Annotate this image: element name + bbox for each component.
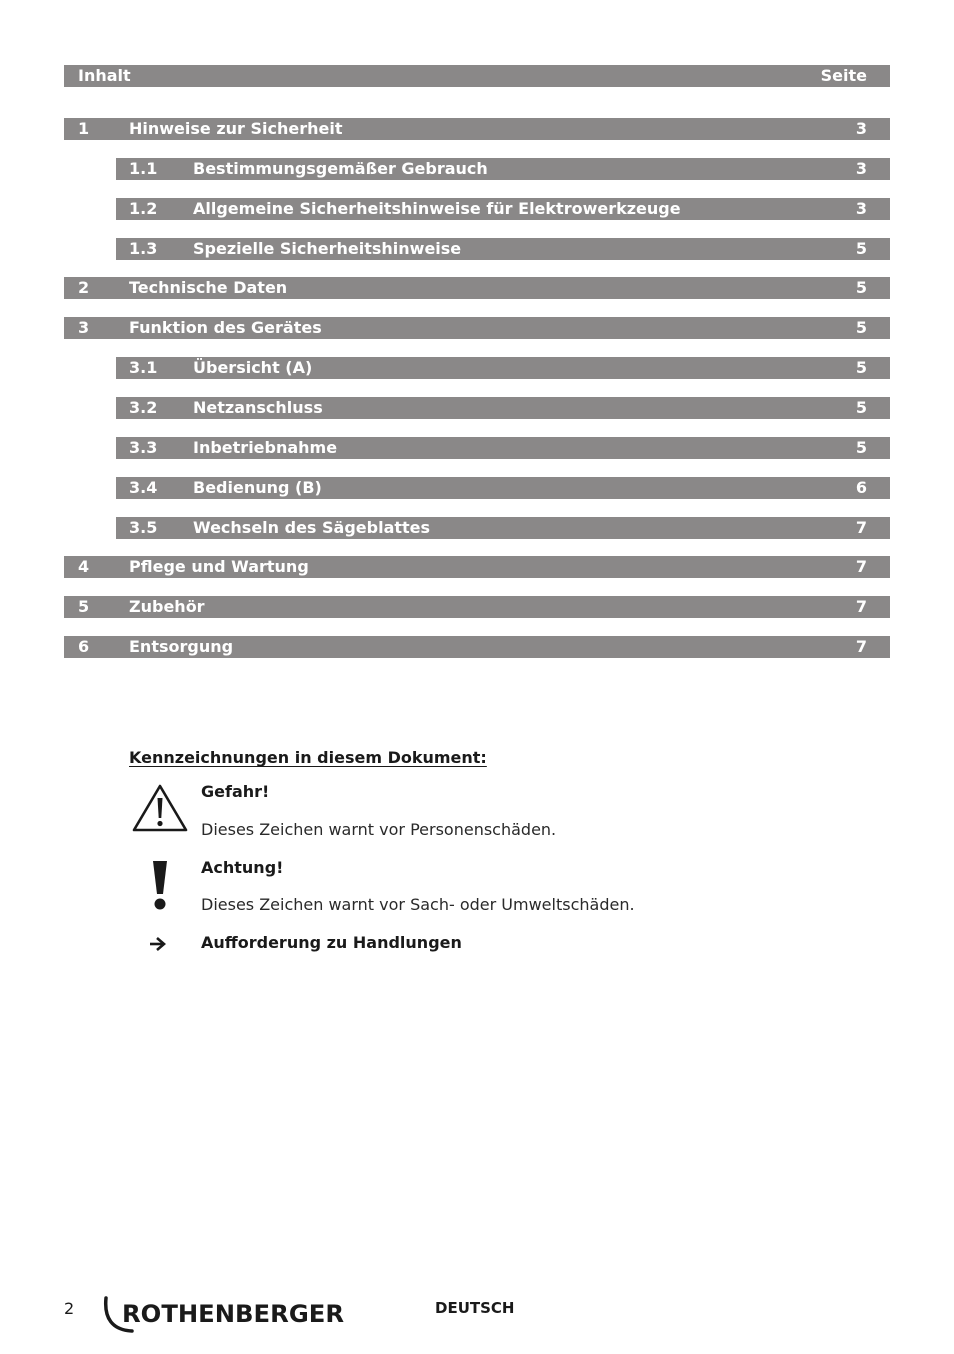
toc-entry-number: 3.4 [129, 478, 158, 497]
toc-entry [64, 556, 890, 578]
toc-entry [116, 437, 890, 459]
toc-entry [116, 477, 890, 499]
toc-entry [116, 198, 890, 220]
toc-entry-title: Funktion des Gerätes [129, 318, 322, 337]
arrow-right-icon [149, 936, 167, 952]
toc-entry-page: 5 [855, 239, 867, 258]
toc-entry-title: Bedienung (B) [193, 478, 322, 497]
toc-entry-page: 5 [855, 278, 867, 297]
toc-entry-page: 3 [855, 159, 867, 178]
toc-header-page-label: Seite [820, 66, 867, 85]
toc-entry-number: 6 [78, 637, 90, 656]
toc-entry-page: 5 [855, 318, 867, 337]
toc-entry-number: 5 [78, 597, 90, 616]
toc-entry-number: 1.1 [129, 159, 158, 178]
toc-entry [64, 277, 890, 299]
toc-entry-page: 3 [855, 199, 867, 218]
toc-entry-title: Wechseln des Sägeblattes [193, 518, 431, 537]
toc-entry [116, 357, 890, 379]
action-heading: Aufforderung zu Handlungen [201, 933, 462, 952]
toc-entry-title: Entsorgung [129, 637, 234, 656]
toc-entry-page: 7 [855, 557, 867, 576]
toc-entry-number: 3.5 [129, 518, 158, 537]
footer-language: DEUTSCH [435, 1299, 515, 1317]
toc-entry-title: Bestimmungsgemäßer Gebrauch [193, 159, 488, 178]
toc-header-title: Inhalt [78, 66, 131, 85]
toc-entry-number: 4 [78, 557, 90, 576]
toc-entry-number: 3.2 [129, 398, 158, 417]
danger-heading: Gefahr! [201, 782, 270, 801]
toc-entry-page: 7 [855, 518, 867, 537]
toc-entry-number: 1.3 [129, 239, 158, 258]
toc-entry-title: Übersicht (A) [193, 358, 313, 377]
toc-entry-page: 6 [855, 478, 867, 497]
danger-text: Dieses Zeichen warnt vor Personenschäden. [201, 820, 557, 839]
toc-entry [116, 517, 890, 539]
rothenberger-logo [102, 1296, 350, 1336]
toc-entry [116, 397, 890, 419]
toc-entry-title: Allgemeine Sicherheitshinweise für Elektrowerkzeuge [193, 199, 681, 218]
toc-entry-number: 2 [78, 278, 90, 297]
toc-entry-title: Spezielle Sicherheitshinweise [193, 239, 462, 258]
toc-header [64, 65, 890, 87]
toc-entry-page: 5 [855, 438, 867, 457]
exclamation-icon [150, 858, 170, 912]
page-number: 2 [64, 1299, 75, 1318]
toc-entry-number: 3 [78, 318, 90, 337]
toc-entry-number: 3.3 [129, 438, 158, 457]
toc-entry-title: Netzanschluss [193, 398, 323, 417]
logo-text: ROTHENBERGER [122, 1300, 344, 1328]
toc-entry [116, 238, 890, 260]
toc-entry-page: 7 [855, 637, 867, 656]
toc-entry [64, 596, 890, 618]
legend-title: Kennzeichnungen in diesem Dokument: [129, 748, 487, 767]
caution-text: Dieses Zeichen warnt vor Sach- oder Umweltschäden. [201, 895, 635, 914]
toc-entry-page: 3 [855, 119, 867, 138]
toc-entry-page: 5 [855, 358, 867, 377]
toc-entry [64, 118, 890, 140]
warning-triangle-icon [131, 782, 189, 834]
toc-entry-title: Pflege und Wartung [129, 557, 309, 576]
toc-entry [64, 636, 890, 658]
toc-entry-title: Technische Daten [129, 278, 288, 297]
toc-entry-title: Hinweise zur Sicherheit [129, 119, 343, 138]
toc-entry-title: Inbetriebnahme [193, 438, 338, 457]
toc-entry-title: Zubehör [129, 597, 205, 616]
toc-entry-page: 5 [855, 398, 867, 417]
caution-heading: Achtung! [201, 858, 284, 877]
toc-entry-number: 3.1 [129, 358, 158, 377]
toc-entry-page: 7 [855, 597, 867, 616]
toc-entry-number: 1.2 [129, 199, 158, 218]
toc-entry-number: 1 [78, 119, 90, 138]
toc-entry [64, 317, 890, 339]
toc-entry [116, 158, 890, 180]
